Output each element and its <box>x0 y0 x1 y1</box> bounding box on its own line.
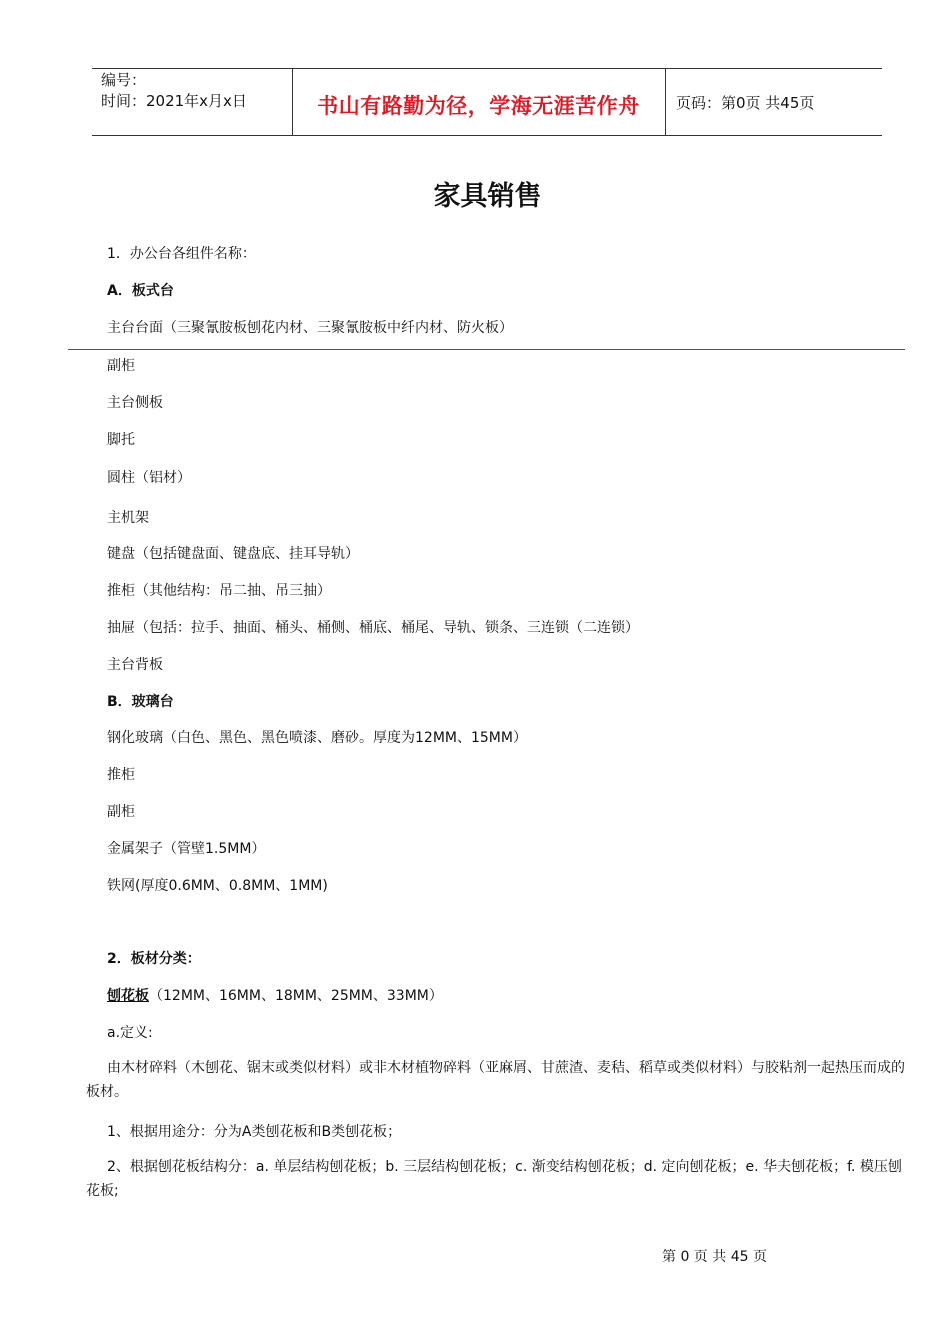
a-item: 主台背板 <box>107 657 163 673</box>
b-item: 铁网(厚度0.6MM、0.8MM、1MM) <box>107 878 328 894</box>
a-item: 脚托 <box>107 432 135 448</box>
a-item: 推柜（其他结构：吊二抽、吊三抽） <box>107 583 331 599</box>
definition-label: a.定义: <box>107 1025 153 1041</box>
a-item: 圆柱（铝材） <box>107 470 191 486</box>
header-page-label: 页码：第0页 共45页 <box>676 94 815 112</box>
section1-a-heading: A．板式台 <box>107 283 174 299</box>
b-item: 推柜 <box>107 767 135 783</box>
section1-heading: 1．办公台各组件名称： <box>107 246 256 262</box>
b-item: 金属架子（管壁1.5MM） <box>107 841 266 857</box>
section1-b-heading: B．玻璃台 <box>107 694 174 710</box>
a-item: 主台侧板 <box>107 395 163 411</box>
page-title: 家具销售 <box>433 181 542 212</box>
board-spec: （12MM、16MM、18MM、25MM、33MM） <box>149 988 443 1004</box>
document-time-label: 时间：2021年x月x日 <box>101 92 247 110</box>
a-item: 抽屉（包括：拉手、抽面、桶头、桶侧、桶底、桶尾、导轨、锁条、三连锁（二连锁） <box>107 620 639 636</box>
classification-by-structure: 2、根据刨花板结构分：a. 单层结构刨花板；b. 三层结构刨花板；c. 渐变结构刨花板；d. 定向刨花板；e. 华夫刨花板；f. 模压刨花板; <box>86 1159 902 1199</box>
definition-paragraph: 由木材碎料（木刨花、锯末或类似材料）或非木材植物碎料（亚麻屑、甘蔗渣、麦秸、稻草或类似材料）与胶粘剂一起热压而成的板材。 <box>86 1060 905 1100</box>
header-top-rule <box>92 68 882 69</box>
header-motto: 书山有路勤为径，学海无涯苦作舟 <box>317 94 640 118</box>
document-number-label: 编号： <box>101 71 147 89</box>
board-type-line <box>107 985 443 1005</box>
a-item: 键盘（包括键盘面、键盘底、挂耳导轨） <box>107 546 359 562</box>
board-name: 刨花板 <box>107 988 149 1004</box>
header-divider-right <box>665 68 666 136</box>
section2-heading: 2．板材分类： <box>107 951 201 967</box>
a-item: 副柜 <box>107 358 135 374</box>
classification-by-use: 1、根据用途分：分为A类刨花板和B类刨花板； <box>107 1124 402 1140</box>
header-bottom-rule <box>92 135 882 136</box>
header-info <box>101 70 247 112</box>
b-item: 钢化玻璃（白色、黑色、黑色喷漆、磨砂。厚度为12MM、15MM） <box>107 730 527 746</box>
a-item: 主台台面（三聚氰胺板刨花内材、三聚氰胺板中纤内材、防火板） <box>107 320 513 336</box>
page-footer: 第 0 页 共 45 页 <box>662 1249 767 1265</box>
b-item: 副柜 <box>107 804 135 820</box>
horizontal-divider <box>68 349 905 350</box>
a-item: 主机架 <box>107 510 149 526</box>
